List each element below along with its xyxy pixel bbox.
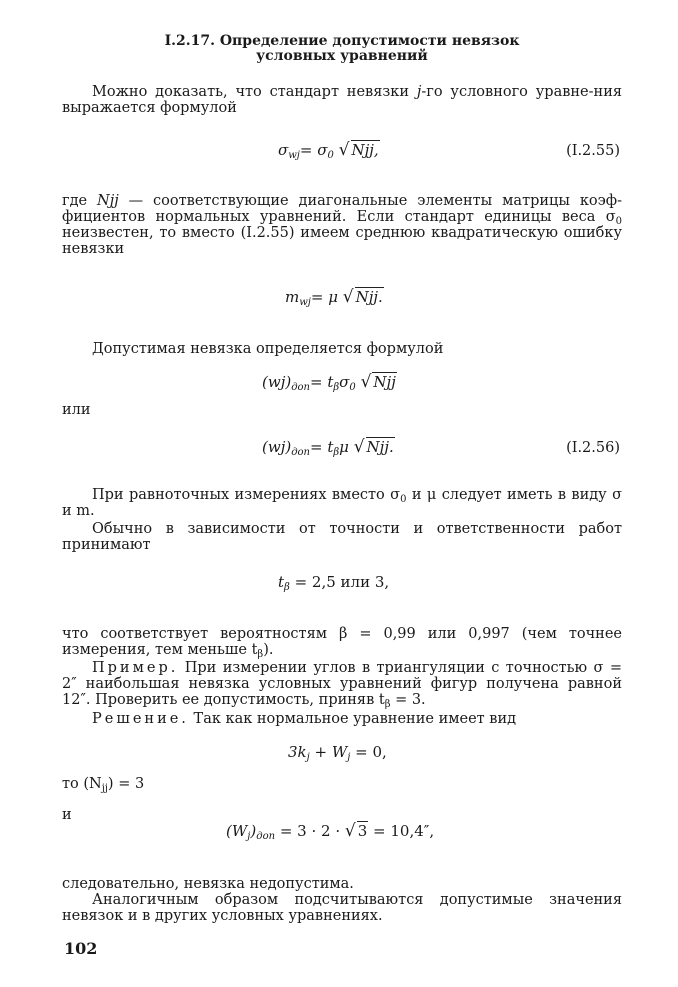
text: что соответствует вероятностям β = 0,99 или 0,997 (чем точнее измерения, тем меньше t xyxy=(62,626,622,658)
sub: wj xyxy=(288,150,300,161)
formula-tolerance-sigma xyxy=(262,372,397,392)
paragraph-conclusion: следовательно, невязка недопустима. xyxy=(62,876,354,892)
section-heading xyxy=(62,34,622,64)
sym: = 10,4″, xyxy=(368,822,435,840)
sym: = 2,5 или 3, xyxy=(289,573,390,591)
sub: доп xyxy=(291,382,311,393)
radical-sign: √ xyxy=(342,287,354,307)
heading-line-1: I.2.17. Определение допустимости невязок xyxy=(164,33,520,49)
text: то (N xyxy=(62,776,102,792)
sub: wj xyxy=(299,297,311,308)
sub: β xyxy=(257,649,264,660)
formula-w-dop xyxy=(226,821,434,841)
text: где xyxy=(62,193,98,209)
text: неизвестен, то вместо (I.2.55) имеем среднюю квадратическую ошибку невязки xyxy=(62,225,622,257)
sym: (wj) xyxy=(262,373,292,391)
sym: μ xyxy=(339,438,349,456)
radical-sign: √ xyxy=(360,372,372,392)
formula-normal-eq xyxy=(288,743,387,761)
paragraph-example xyxy=(62,660,622,708)
paragraph-tolerance: Допустимая невязка определяется формулой xyxy=(92,341,444,357)
paragraph-solution xyxy=(62,711,622,727)
sym: = 3 · 2 · xyxy=(275,822,345,840)
paragraph-similarly: Аналогичным образом подсчитываются допустимые значения невязок и в других условных уравнениях. xyxy=(62,892,622,924)
sub: доп xyxy=(291,447,311,458)
radicand: Njj. xyxy=(366,438,394,456)
sym: (W xyxy=(226,822,248,840)
page-number: 102 xyxy=(64,939,98,958)
sym: + W xyxy=(309,743,348,761)
sym: 3k xyxy=(288,743,307,761)
word-or: или xyxy=(62,402,91,418)
text: Можно доказать, что стандарт невязки xyxy=(92,84,417,100)
radical-sign: √ xyxy=(338,140,350,160)
sym: = 0, xyxy=(350,743,387,761)
radicand: Njj xyxy=(373,373,396,391)
text: Так как нормальное уравнение имеет вид xyxy=(188,711,517,727)
sub: 0 xyxy=(327,150,334,161)
sym: σ xyxy=(339,373,350,391)
text: — соответствующие диагональные элементы матрицы коэф-фициентов нормальных уравнений. Если стандарт единицы веса σ xyxy=(62,193,622,225)
sub: j xyxy=(306,752,310,763)
sub: 0 xyxy=(400,494,407,505)
paragraph-where xyxy=(62,193,622,257)
sub: jj xyxy=(101,783,108,794)
sub: j xyxy=(247,831,251,842)
text: -го условного уравне-ния выражается формулой xyxy=(62,84,623,116)
text: ). xyxy=(263,642,274,658)
sym: = μ xyxy=(310,288,338,306)
formula-1-56 xyxy=(262,437,395,457)
equation-number-1-55: (I.2.55) xyxy=(566,143,620,159)
sub: 0 xyxy=(349,382,356,393)
sub: β xyxy=(284,582,290,593)
sub: 0 xyxy=(615,216,622,227)
text: При измерении углов в триангуляции с точностью σ = 2″ наибольшая невязка условных уравнений фигур получена равной 12″. Проверить ее допустимость, приняв t xyxy=(62,660,622,708)
text: и μ следует иметь в виду σ и m. xyxy=(62,487,622,519)
sym: σ xyxy=(278,141,289,159)
radicand: 3 xyxy=(357,822,368,840)
line-then xyxy=(62,776,622,792)
sub: β xyxy=(333,447,340,458)
sub: доп xyxy=(256,831,276,842)
solution-label: Решение. xyxy=(92,711,189,727)
text: ) = 3 xyxy=(107,776,145,792)
paragraph-probability xyxy=(62,626,622,658)
sym: ) xyxy=(250,822,257,840)
formula-t-beta xyxy=(278,573,389,591)
sym: = σ xyxy=(299,141,328,159)
var: j xyxy=(416,84,422,100)
heading-line-2: условных уравнений xyxy=(256,48,428,64)
formula-1-55 xyxy=(278,140,380,160)
formula-m-wj xyxy=(285,287,384,307)
paragraph-usually: Обычно в зависимости от точности и ответственности работ принимают xyxy=(62,521,622,553)
sym: (wj) xyxy=(262,438,292,456)
sub: β xyxy=(384,699,391,710)
sym: = t xyxy=(310,438,334,456)
radical-sign: √ xyxy=(344,821,356,841)
equation-number-1-56: (I.2.56) xyxy=(566,440,620,456)
sym: m xyxy=(285,288,300,306)
text: При равноточных измерениях вместо σ xyxy=(92,487,401,503)
paragraph-equal-precision xyxy=(62,487,622,519)
word-and: и xyxy=(62,807,72,823)
text: = 3. xyxy=(390,692,426,708)
sym: t xyxy=(278,573,285,591)
paragraph-intro xyxy=(62,84,622,116)
radical-sign: √ xyxy=(353,437,365,457)
radicand: Njj, xyxy=(351,141,379,159)
example-label: Пример. xyxy=(92,660,179,676)
radicand: Njj. xyxy=(355,288,383,306)
var: Njj xyxy=(97,193,119,209)
sub: j xyxy=(347,752,351,763)
sub: β xyxy=(333,382,340,393)
sym: = t xyxy=(310,373,334,391)
